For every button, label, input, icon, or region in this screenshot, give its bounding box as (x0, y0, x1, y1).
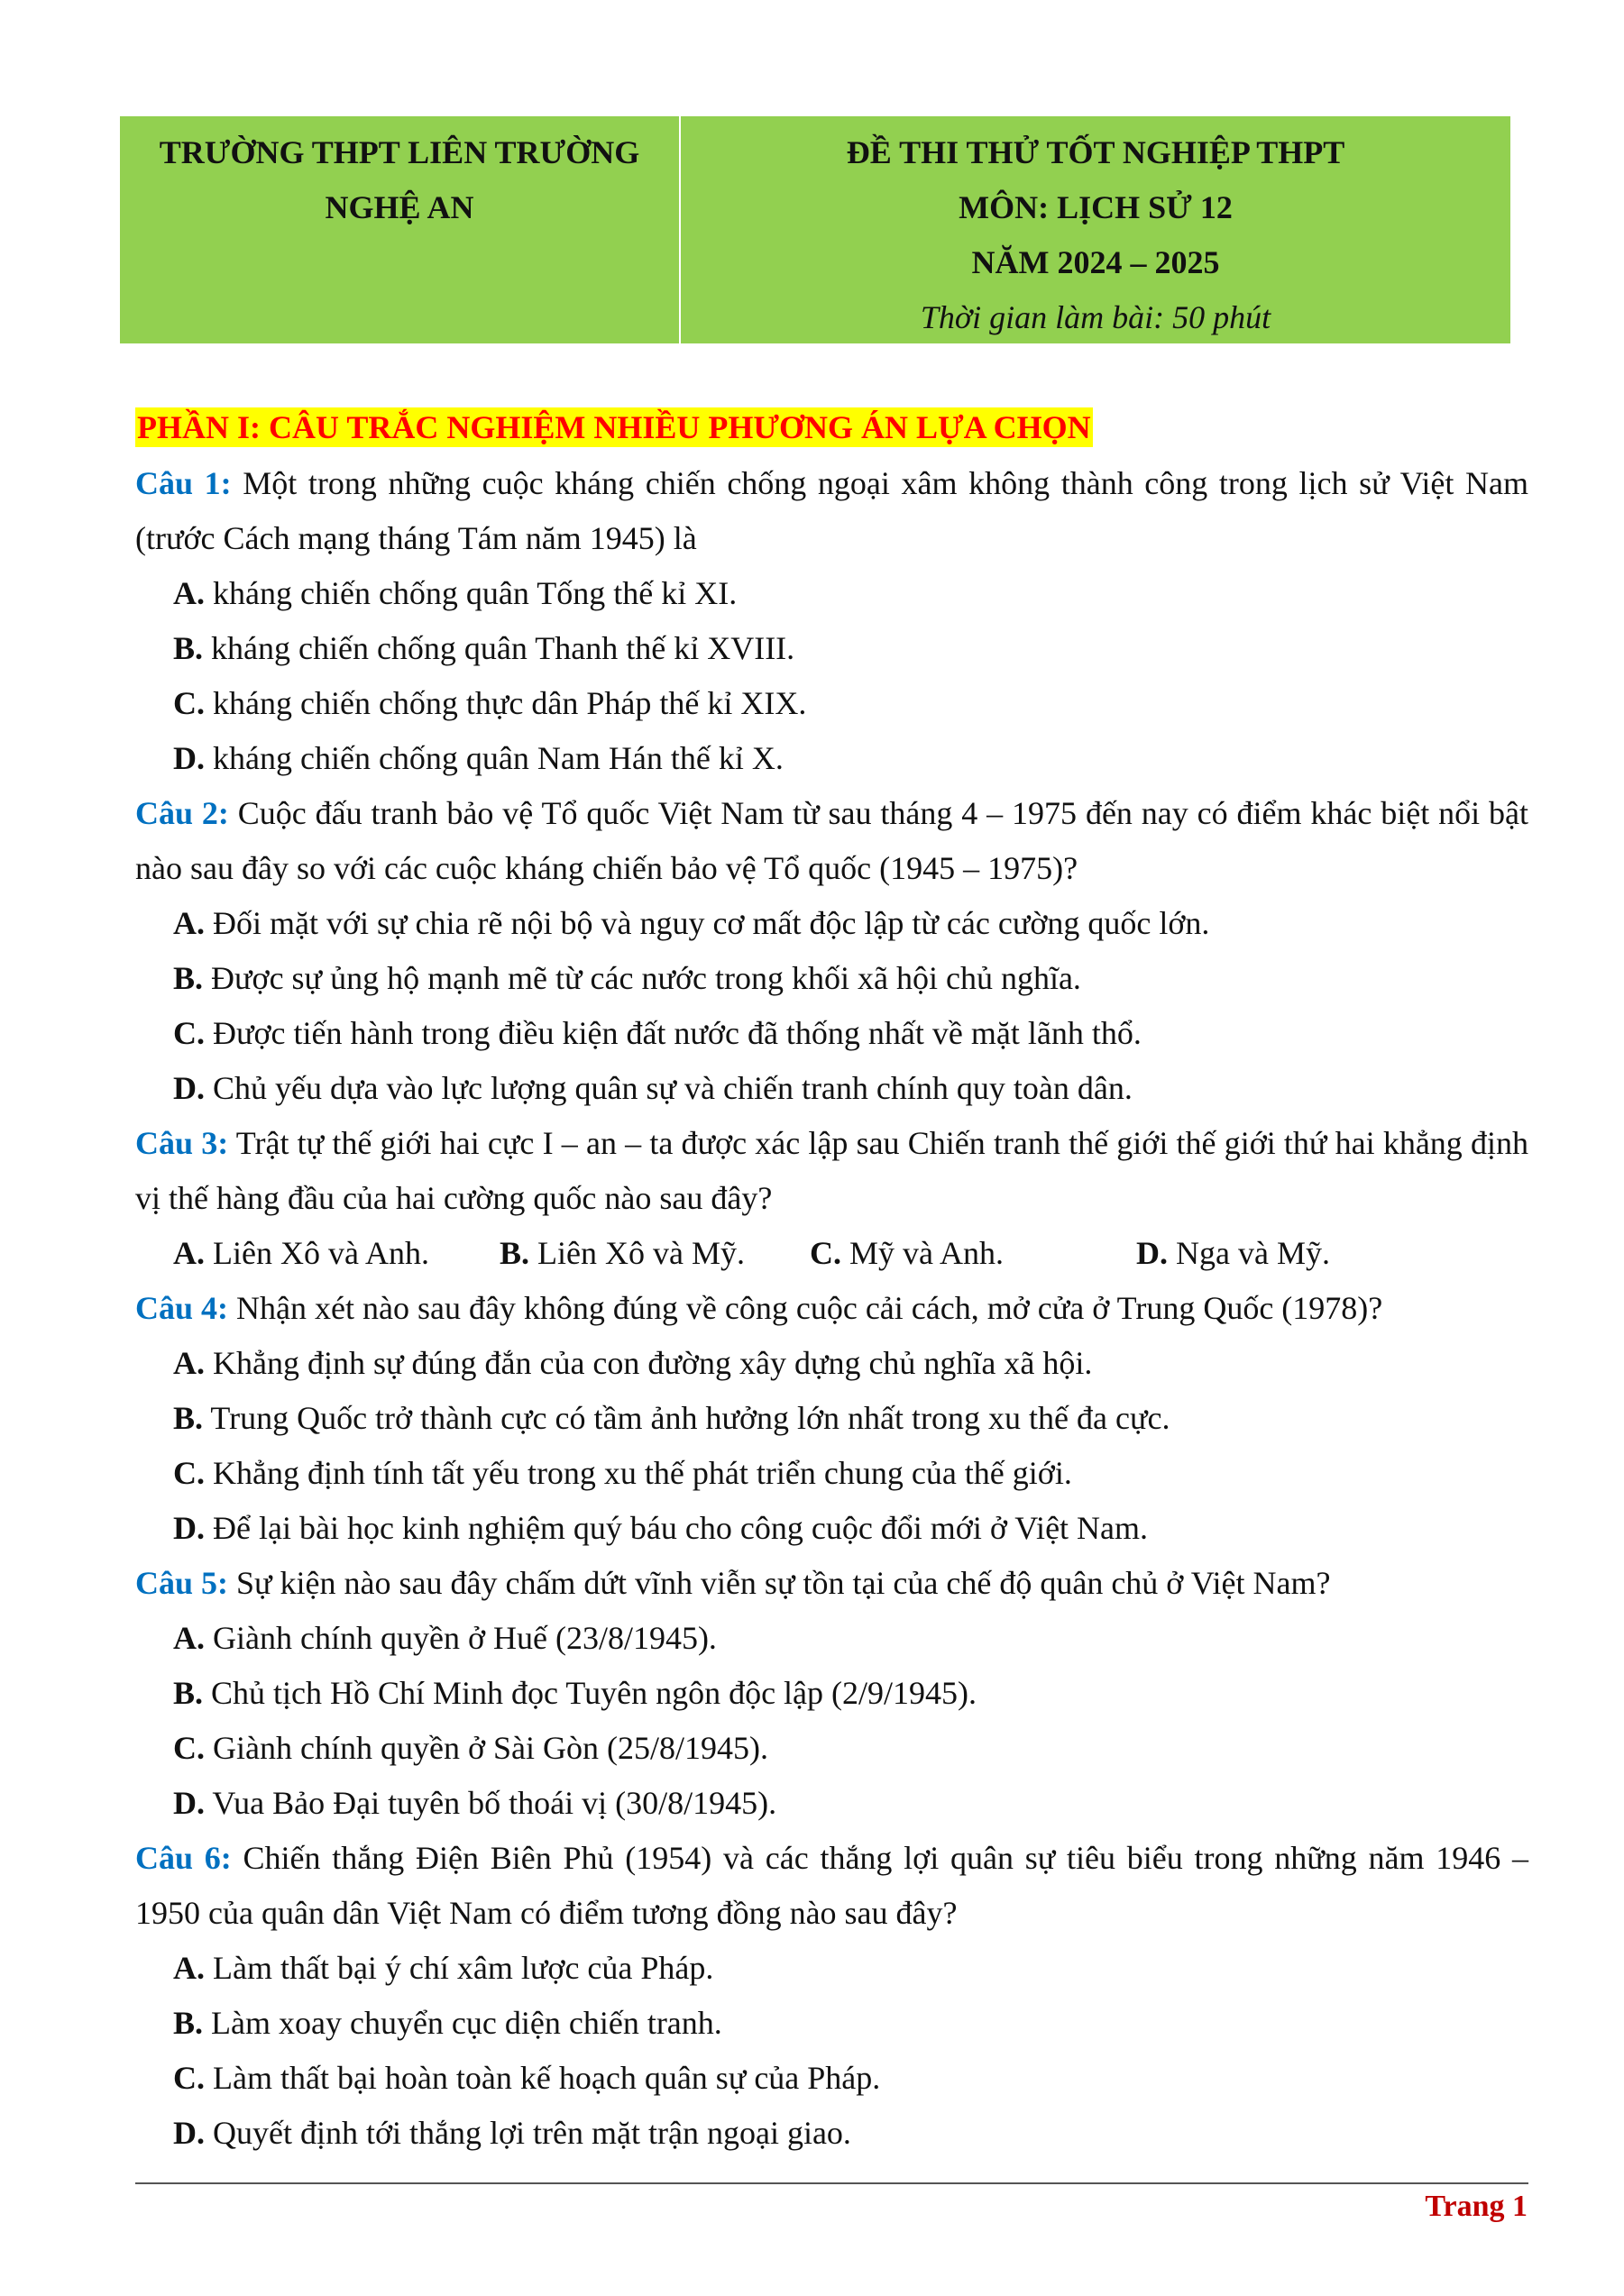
option-key: B. (173, 960, 204, 996)
option-c[interactable] (135, 1446, 1528, 1501)
question-3 (135, 1116, 1528, 1281)
footer-divider (135, 2182, 1528, 2184)
question-label: Câu 3: (135, 1125, 229, 1161)
question-text: Một trong những cuộc kháng chiến chống ngoại xâm không thành công trong lịch sử Việt Nam (trước Cách mạng tháng Tám năm 1945) là (135, 465, 1528, 556)
option-text: kháng chiến chống quân Nam Hán thế kỉ X. (205, 740, 784, 776)
option-c[interactable] (135, 1006, 1528, 1061)
option-text: Chủ tịch Hồ Chí Minh đọc Tuyên ngôn độc lập (2/9/1945). (203, 1675, 977, 1711)
school-line: TRƯỜNG THPT LIÊN TRƯỜNG (159, 134, 640, 170)
option-text: Quyết định tới thắng lợi trên mặt trận ngoại giao. (205, 2115, 851, 2151)
option-text: kháng chiến chống quân Tống thế kỉ XI. (205, 575, 738, 611)
section-title: PHẦN I: CÂU TRẮC NGHIỆM NHIỀU PHƯƠNG ÁN LỰA CHỌN (137, 409, 1091, 445)
question-stem (135, 786, 1528, 896)
exam-info (681, 116, 1510, 343)
option-key: C. (173, 1455, 205, 1491)
option-text: Khẳng định tính tất yếu trong xu thế phát triển chung của thế giới. (205, 1455, 1072, 1491)
exam-header (120, 116, 1510, 343)
question-stem (135, 1556, 1528, 1611)
option-b[interactable] (135, 1666, 1528, 1721)
option-key: C. (173, 685, 205, 721)
option-key: B. (500, 1235, 530, 1271)
option-text: Giành chính quyền ở Sài Gòn (25/8/1945). (205, 1730, 768, 1766)
option-d[interactable] (135, 2106, 1528, 2161)
option-key: D. (173, 1070, 205, 1106)
option-key: B. (173, 1675, 204, 1711)
option-key: A. (173, 1950, 205, 1986)
option-key: D. (173, 1510, 205, 1546)
option-text: Làm thất bại ý chí xâm lược của Pháp. (205, 1950, 714, 1986)
question-list (135, 456, 1528, 2161)
question-text: Sự kiện nào sau đây chấm dứt vĩnh viễn sự tồn tại của chế độ quân chủ ở Việt Nam? (228, 1565, 1331, 1601)
option-key: D. (173, 2115, 205, 2151)
option-key: C. (173, 2060, 205, 2096)
option-key: D. (173, 1785, 205, 1821)
page-number: Trang 1 (1425, 2190, 1528, 2223)
option-key: D. (173, 740, 205, 776)
option-text: kháng chiến chống quân Thanh thế kỉ XVIII. (203, 630, 795, 666)
option-key: A. (173, 905, 205, 941)
exam-year: NĂM 2024 – 2025 (971, 244, 1220, 280)
option-text: Liên Xô và Mỹ. (529, 1235, 745, 1271)
option-b[interactable] (135, 1391, 1528, 1446)
option-key: B. (173, 2005, 204, 2041)
option-text: Làm thất bại hoàn toàn kế hoạch quân sự của Pháp. (205, 2060, 881, 2096)
option-text: Chủ yếu dựa vào lực lượng quân sự và chiến tranh chính quy toàn dân. (205, 1070, 1133, 1106)
question-6 (135, 1831, 1528, 2161)
option-key: D. (1136, 1235, 1168, 1271)
school-name (120, 116, 681, 343)
option-d[interactable] (1136, 1226, 1330, 1281)
option-key: A. (173, 1235, 205, 1271)
option-text: Giành chính quyền ở Huế (23/8/1945). (205, 1620, 717, 1656)
exam-title: ĐỀ THI THỬ TỐT NGHIỆP THPT (846, 134, 1345, 170)
option-text: Làm xoay chuyển cục diện chiến tranh. (203, 2005, 722, 2041)
question-stem (135, 1281, 1528, 1336)
option-text: Đối mặt với sự chia rẽ nội bộ và nguy cơ mất độc lập từ các cường quốc lớn. (205, 905, 1210, 941)
option-key: C. (173, 1730, 205, 1766)
option-d[interactable] (135, 731, 1528, 786)
question-text: Trật tự thế giới hai cực I – an – ta được xác lập sau Chiến tranh thế giới thế giới thứ hai khẳng định vị thế hàng đầu của hai cường quốc nào sau đây? (135, 1125, 1528, 1216)
option-d[interactable] (135, 1501, 1528, 1556)
option-d[interactable] (135, 1776, 1528, 1831)
option-key: A. (173, 575, 205, 611)
question-label: Câu 2: (135, 795, 229, 831)
question-label: Câu 1: (135, 465, 232, 501)
question-text: Nhận xét nào sau đây không đúng về công cuộc cải cách, mở cửa ở Trung Quốc (1978)? (228, 1290, 1383, 1326)
option-c[interactable] (135, 1721, 1528, 1776)
question-stem (135, 1116, 1528, 1226)
question-label: Câu 6: (135, 1840, 232, 1876)
option-a[interactable] (135, 896, 1528, 951)
option-key: C. (173, 1015, 205, 1051)
option-a[interactable] (135, 1336, 1528, 1391)
option-c[interactable] (135, 2051, 1528, 2106)
exam-subject: MÔN: LỊCH SỬ 12 (959, 189, 1233, 225)
option-a[interactable] (135, 1941, 1528, 1996)
option-a[interactable] (135, 1611, 1528, 1666)
option-b[interactable] (135, 951, 1528, 1006)
option-text: Nga và Mỹ. (1168, 1235, 1330, 1271)
option-a[interactable] (135, 566, 1528, 621)
question-2 (135, 786, 1528, 1116)
question-label: Câu 5: (135, 1565, 229, 1601)
option-text: kháng chiến chống thực dân Pháp thế kỉ XIX. (205, 685, 807, 721)
option-text: Khẳng định sự đúng đắn của con đường xây dựng chủ nghĩa xã hội. (205, 1345, 1093, 1381)
option-c[interactable] (135, 676, 1528, 731)
question-text: Chiến thắng Điện Biên Phủ (1954) và các thắng lợi quân sự tiêu biểu trong những năm 1946 – 1950 của quân dân Việt Nam có điểm tương đồng nào sau đây? (135, 1840, 1528, 1931)
option-d[interactable] (135, 1061, 1528, 1116)
question-label: Câu 4: (135, 1290, 229, 1326)
question-text: Cuộc đấu tranh bảo vệ Tổ quốc Việt Nam từ sau tháng 4 – 1975 đến nay có điểm khác biệt nổi bật nào sau đây so với các cuộc kháng chiến bảo vệ Tổ quốc (1945 – 1975)? (135, 795, 1528, 886)
question-1 (135, 456, 1528, 786)
question-4 (135, 1281, 1528, 1556)
option-text: Mỹ và Anh. (841, 1235, 1004, 1271)
option-b[interactable] (500, 1226, 810, 1281)
option-c[interactable] (810, 1226, 1136, 1281)
school-line: NGHỆ AN (325, 189, 474, 225)
option-text: Trung Quốc trở thành cực có tầm ảnh hưởng lớn nhất trong xu thế đa cực. (203, 1400, 1170, 1436)
option-key: A. (173, 1620, 205, 1656)
exam-time: Thời gian làm bài: 50 phút (920, 299, 1271, 335)
question-stem (135, 1831, 1528, 1941)
option-text: Được tiến hành trong điều kiện đất nước đã thống nhất về mặt lãnh thổ. (205, 1015, 1142, 1051)
option-text: Để lại bài học kinh nghiệm quý báu cho công cuộc đổi mới ở Việt Nam. (205, 1510, 1149, 1546)
option-key: C. (810, 1235, 841, 1271)
question-5 (135, 1556, 1528, 1831)
option-key: B. (173, 1400, 204, 1436)
option-text: Liên Xô và Anh. (205, 1235, 429, 1271)
question-stem (135, 456, 1528, 566)
option-b[interactable] (135, 621, 1528, 676)
option-text: Được sự ủng hộ mạnh mẽ từ các nước trong khối xã hội chủ nghĩa. (203, 960, 1081, 996)
option-b[interactable] (135, 1996, 1528, 2051)
option-row (135, 1226, 1528, 1281)
option-key: A. (173, 1345, 205, 1381)
option-text: Vua Bảo Đại tuyên bố thoái vị (30/8/1945). (205, 1785, 777, 1821)
option-a[interactable] (173, 1226, 500, 1281)
option-key: B. (173, 630, 204, 666)
